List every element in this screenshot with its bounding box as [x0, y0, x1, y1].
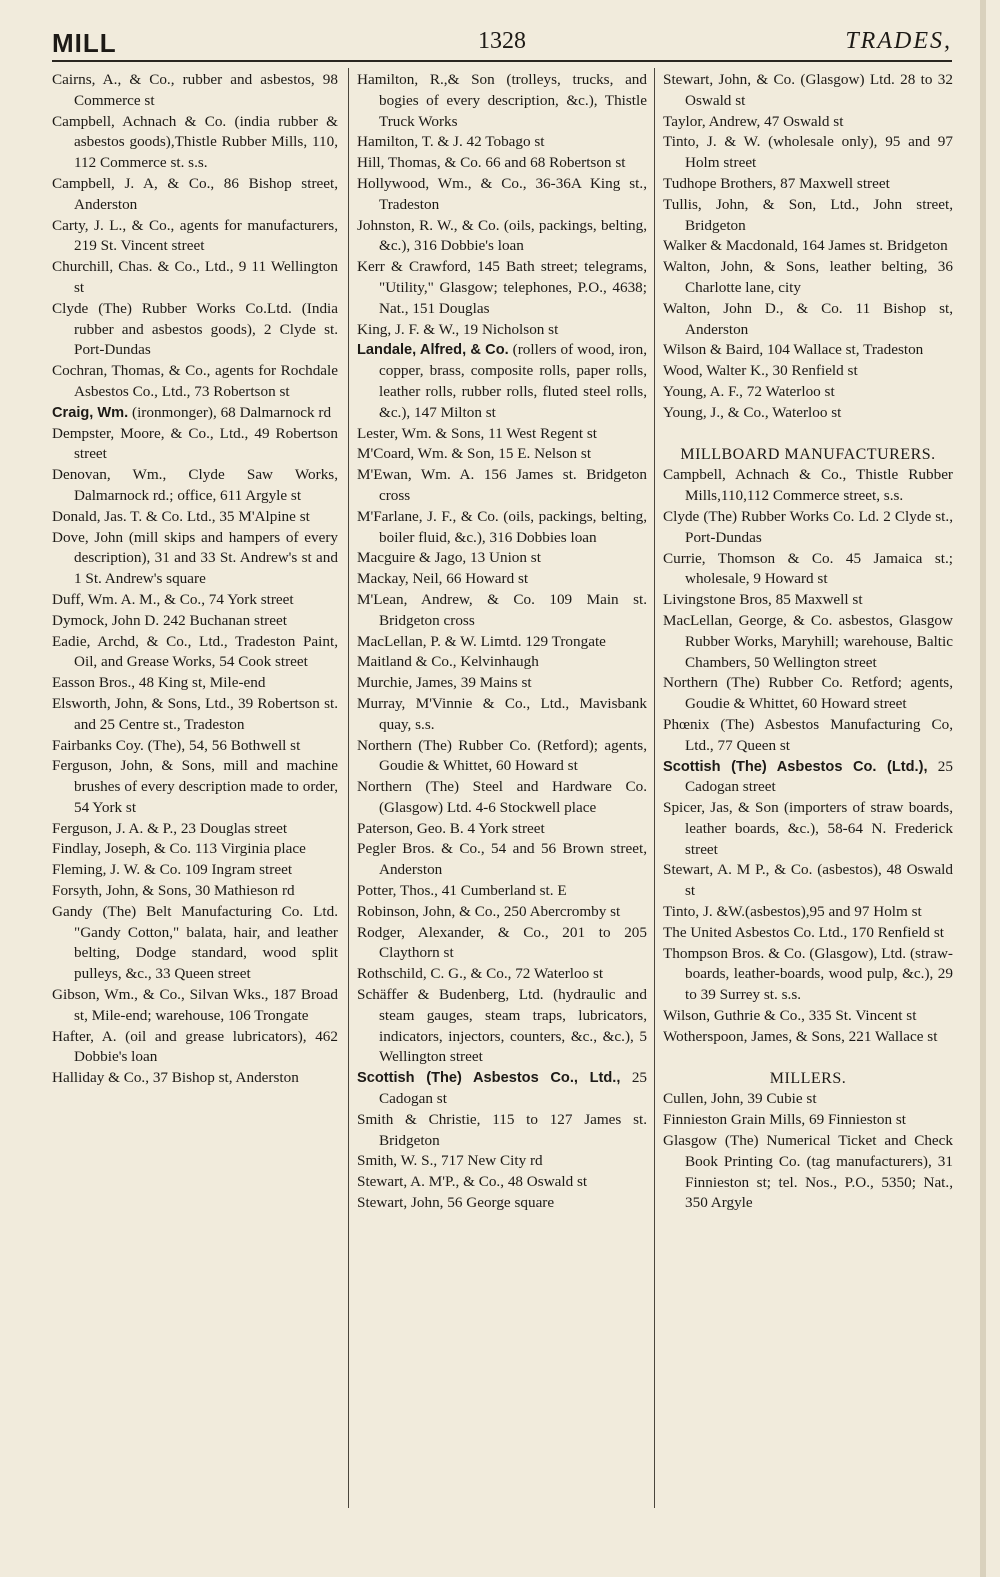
- entry-name-bold: Craig, Wm.: [52, 404, 129, 421]
- list-item-bold: [357, 340, 647, 423]
- list-item: Wotherspoon, James, & Sons, 221 Wallace st: [663, 1027, 938, 1045]
- list-item: Young, J., & Co., Waterloo st: [663, 403, 842, 421]
- list-item: Phœnix (The) Asbestos Manufacturing Co, Ltd., 77 Queen st: [663, 715, 953, 754]
- list-item-bold: [663, 757, 953, 799]
- entry-detail: 25 Cadogan st: [379, 1069, 647, 1108]
- list-item: Stewart, John, 56 George square: [357, 1194, 555, 1212]
- list-item: Tudhope Brothers, 87 Maxwell street: [663, 174, 890, 192]
- list-item: Cullen, John, 39 Cubie st: [663, 1090, 817, 1108]
- list-item: Stewart, A. M'P., & Co., 48 Oswald st: [357, 1173, 588, 1191]
- running-head-right: TRADES,: [845, 28, 952, 54]
- page-number: 1328: [478, 28, 526, 54]
- list-item: Thompson Bros. & Co. (Glasgow), Ltd. (straw-boards, leather-boards, wood pulp, &c.), 29 to 39 Surrey st. s.s.: [663, 944, 953, 1004]
- page-header: [52, 24, 952, 62]
- running-head-left: MILL: [52, 28, 117, 58]
- list-item: Murchie, James, 39 Mains st: [357, 674, 532, 692]
- list-item: Eadie, Archd, & Co., Ltd., Tradeston Paint, Oil, and Grease Works, 54 Cook street: [52, 632, 338, 671]
- list-item: Gibson, Wm., & Co., Silvan Wks., 187 Broad st, Mile-end; warehouse, 106 Trongate: [52, 986, 338, 1024]
- list-item: M'Farlane, J. F., & Co. (oils, packings, belting, boiler fluid, &c.), 316 Dobbies loan: [357, 507, 647, 546]
- list-item: MacLellan, P. & W. Limtd. 129 Trongate: [357, 632, 606, 650]
- list-item: Walton, John, & Sons, leather belting, 36 Charlotte lane, city: [663, 258, 953, 296]
- list-item: Fairbanks Coy. (The), 54, 56 Bothwell st: [52, 736, 301, 754]
- list-item: M'Lean, Andrew, & Co. 109 Main st. Bridgeton cross: [357, 590, 647, 629]
- list-item: Walker & Macdonald, 164 James st. Bridgeton: [663, 237, 948, 255]
- list-item: Northern (The) Steel and Hardware Co. (Glasgow) Ltd. 4-6 Stockwell place: [357, 778, 647, 816]
- list-item: Livingstone Bros, 85 Maxwell st: [663, 591, 863, 609]
- entry-detail: 25 Cadogan street: [685, 757, 953, 796]
- list-item: Walton, John D., & Co. 11 Bishop st, Anderston: [663, 299, 953, 338]
- list-item: Maitland & Co., Kelvinhaugh: [357, 653, 539, 671]
- list-item: Glasgow (The) Numerical Ticket and Check Book Printing Co. (tag manufacturers), 31 Finnieston st; tel. Nos., P.O., 5350; Nat., 350 Argyle: [663, 1132, 953, 1212]
- list-item: Ferguson, J. A. & P., 23 Douglas street: [52, 819, 288, 837]
- entry-name-bold: Scottish (The) Asbestos Co., Ltd.,: [357, 1070, 621, 1087]
- list-item: Murray, M'Vinnie & Co., Ltd., Mavisbank quay, s.s.: [357, 694, 647, 733]
- list-item: Hollywood, Wm., & Co., 36-36A King st., Tradeston: [357, 174, 647, 213]
- list-item: Paterson, Geo. B. 4 York street: [357, 819, 545, 837]
- entry-name-bold: Landale, Alfred, & Co.: [357, 342, 509, 359]
- list-item: Tinto, J. &W.(asbestos),95 and 97 Holm st: [663, 903, 922, 921]
- section-heading-millboard: MILLBOARD MANUFACTURERS.: [680, 445, 936, 463]
- column-3: [663, 70, 953, 1560]
- list-item: Clyde (The) Rubber Works Co. Ld. 2 Clyde st., Port-Dundas: [663, 507, 953, 546]
- list-item: Hill, Thomas, & Co. 66 and 68 Robertson st: [357, 154, 626, 172]
- list-item: Northern (The) Rubber Co. (Retford); agents, Goudie & Whittet, 60 Howard st: [357, 736, 647, 775]
- list-item: Cochran, Thomas, & Co., agents for Rochdale Asbestos Co., Ltd., 73 Robertson st: [52, 362, 338, 400]
- list-item: Denovan, Wm., Clyde Saw Works, Dalmarnock rd.; office, 611 Argyle st: [52, 466, 338, 504]
- list-item: Donald, Jas. T. & Co. Ltd., 35 M'Alpine st: [52, 507, 310, 525]
- list-item: The United Asbestos Co. Ltd., 170 Renfield st: [663, 923, 944, 941]
- list-item: Rothschild, C. G., & Co., 72 Waterloo st: [357, 965, 604, 983]
- list-item: Easson Bros., 48 King st, Mile-end: [52, 674, 266, 692]
- column-2: [357, 70, 647, 1560]
- list-item: Schäffer & Budenberg, Ltd. (hydraulic and steam gauges, steam traps, lubricators, indicators, injectors, counters, &c., &c.), 5 Wellington street: [357, 986, 647, 1066]
- list-item: Stewart, John, & Co. (Glasgow) Ltd. 28 to 32 Oswald st: [663, 71, 953, 109]
- entry-detail: (ironmonger), 68: [128, 403, 236, 421]
- list-item: Findlay, Joseph, & Co. 113 Virginia place: [52, 840, 306, 858]
- list-item: Northern (The) Rubber Co. Retford; agents, Goudie & Whittet, 60 Howard street: [663, 674, 953, 713]
- list-item-bold: [357, 1068, 647, 1110]
- list-item: Finnieston Grain Mills, 69 Finnieston st: [663, 1111, 907, 1129]
- list-item: Pegler Bros. & Co., 54 and 56 Brown street, Anderston: [357, 840, 647, 879]
- list-item: Campbell, Achnach & Co. (india rubber & asbestos goods),Thistle Rubber Mills, 110, 112 Commerce st. s.s.: [52, 112, 338, 172]
- list-item: Campbell, Achnach & Co., Thistle Rubber Mills,110,112 Commerce street, s.s.: [663, 466, 953, 505]
- list-item: Dymock, John D. 242 Buchanan street: [52, 611, 287, 629]
- list-item: Macguire & Jago, 13 Union st: [357, 549, 541, 567]
- list-item: Smith & Christie, 115 to 127 James st. Bridgeton: [357, 1110, 647, 1149]
- list-item: Spicer, Jas, & Son (importers of straw boards, leather boards, &c.), 58-64 N. Frederick street: [663, 799, 953, 858]
- list-item: Ferguson, John, & Sons, mill and machine brushes of every description made to order, 54 York st: [52, 757, 338, 816]
- list-item: Taylor, Andrew, 47 Oswald st: [663, 112, 844, 130]
- list-item: Tinto, J. & W. (wholesale only), 95 and 97 Holm street: [663, 133, 953, 172]
- list-item: Dove, John (mill skips and hampers of every description), 31 and 33 St. Andrew's st and 1 St. Andrew's square: [52, 528, 338, 588]
- list-item: M'Coard, Wm. & Son, 15 E. Nelson st: [357, 445, 592, 463]
- list-item: Young, A. F., 72 Waterloo st: [663, 382, 835, 400]
- list-item: Dempster, Moore, & Co., Ltd., 49 Robertson street: [52, 424, 338, 463]
- list-item: Wilson, Guthrie & Co., 335 St. Vincent st: [663, 1007, 917, 1025]
- list-item: Robinson, John, & Co., 250 Abercromby st: [357, 902, 621, 920]
- list-item: Lester, Wm. & Sons, 11 West Regent st: [357, 424, 598, 442]
- list-item: Mackay, Neil, 66 Howard st: [357, 570, 529, 588]
- section-heading-millers: MILLERS.: [769, 1069, 847, 1087]
- list-item: Gandy (The) Belt Manufacturing Co. Ltd. "Gandy Cotton," balata, hair, and leather belting, Dodge standard, wood split pulleys, &c., 33 Queen street: [52, 902, 338, 983]
- list-item: Halliday & Co., 37 Bishop st, Anderston: [52, 1069, 299, 1087]
- spacer: [663, 1048, 953, 1069]
- list-item: Rodger, Alexander, & Co., 201 to 205 Claythorn st: [357, 923, 647, 962]
- list-item: Carty, J. L., & Co., agents for manufacturers, 219 St. Vincent street: [52, 216, 338, 255]
- list-item: Wilson & Baird, 104 Wallace st, Tradeston: [663, 341, 924, 359]
- list-item: Fleming, J. W. & Co. 109 Ingram street: [52, 861, 293, 879]
- page-edge: [980, 0, 986, 1577]
- list-item: Potter, Thos., 41 Cumberland st. E: [357, 882, 567, 900]
- list-item: M'Ewan, Wm. A. 156 James st. Bridgeton cross: [357, 466, 647, 504]
- list-item: Hamilton, R.,& Son (trolleys, trucks, and bogies of every description, &c.), Thistle Truck Works: [357, 71, 647, 130]
- column-rule: [654, 68, 655, 1508]
- list-item: King, J. F. & W., 19 Nicholson st: [357, 320, 559, 338]
- list-item: Clyde (The) Rubber Works Co.Ltd. (India rubber and asbestos goods), 2 Clyde st. Port-Dundas: [52, 299, 338, 359]
- list-item: Stewart, A. M P., & Co. (asbestos), 48 Oswald st: [663, 861, 953, 900]
- list-item: Hamilton, T. & J. 42 Tobago st: [357, 133, 545, 151]
- list-item: Currie, Thomson & Co. 45 Jamaica st.; wholesale, 9 Howard st: [663, 549, 953, 588]
- list-item: Johnston, R. W., & Co. (oils, packings, belting, &c.), 316 Dobbie's loan: [357, 216, 647, 255]
- entry-detail: (rollers of wood, iron, copper, brass, composite rolls, paper rolls, leather rolls, rubber rolls, fluted steel rolls, &c.), 147 Milton st: [379, 341, 647, 421]
- entry-name-bold: Scottish (The) Asbestos Co. (Ltd.),: [663, 758, 928, 775]
- column-rule: [348, 68, 349, 1508]
- list-item: Hafter, A. (oil and grease lubricators), 462 Dobbie's loan: [52, 1027, 338, 1066]
- list-item: Tullis, John, & Son, Ltd., John street, Bridgeton: [663, 195, 953, 234]
- list-item: Cairns, A., & Co., rubber and asbestos, 98 Commerce st: [52, 71, 338, 109]
- list-item: Duff, Wm. A. M., & Co., 74 York street: [52, 590, 294, 608]
- list-item-bold: [52, 403, 338, 424]
- list-item: Campbell, J. A, & Co., 86 Bishop street, Anderston: [52, 174, 338, 213]
- entry-detail: Dalmarnock rd: [239, 403, 332, 421]
- list-item: Forsyth, John, & Sons, 30 Mathieson rd: [52, 882, 295, 900]
- list-item: MacLellan, George, & Co. asbestos, Glasgow Rubber Works, Maryhill; warehouse, Baltic Chambers, 50 Wellington street: [663, 611, 953, 671]
- spacer: [663, 424, 953, 445]
- list-item: Churchill, Chas. & Co., Ltd., 9 11 Wellington st: [52, 258, 338, 296]
- list-item: Smith, W. S., 717 New City rd: [357, 1152, 543, 1170]
- list-item: Kerr & Crawford, 145 Bath street; telegrams, "Utility," Glasgow; telephones, P.O., 4638; Nat., 151 Douglas: [357, 258, 647, 317]
- list-item: Elsworth, John, & Sons, Ltd., 39 Robertson st. and 25 Centre st., Tradeston: [52, 694, 338, 733]
- list-item: Wood, Walter K., 30 Renfield st: [663, 362, 858, 380]
- column-1: [52, 70, 338, 1560]
